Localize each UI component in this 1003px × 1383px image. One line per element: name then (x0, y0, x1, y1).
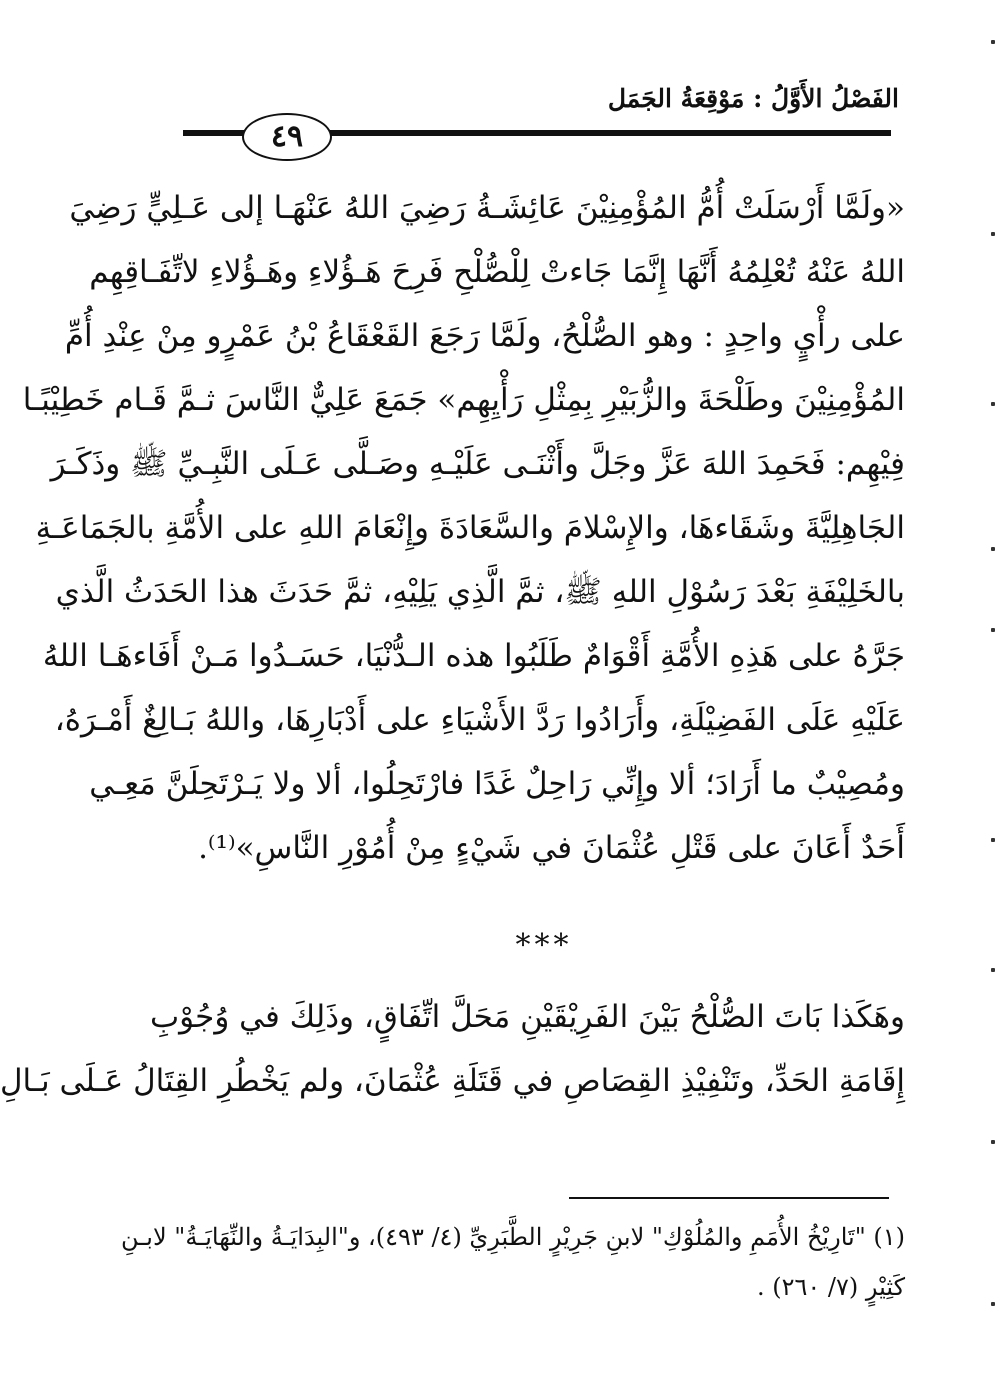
text-line: وهَكَذا بَاتَ الصُّلْحُ بَيْنَ الفَرِيْقَيْنِ مَحَلَّ اتِّفَاقٍ، وذَلِكَ في وُجُوْبِ (149, 999, 905, 1035)
margin-speck (991, 1140, 995, 1144)
footnote-rule (569, 1197, 889, 1199)
margin-speck (991, 402, 995, 406)
footnote-line: (١) "تَارِيْخُ الأُمَمِ والمُلُوْكِ" لابنِ جَرِيْرٍ الطَّبَرِيِّ (٤/ ٤٩٣)، و"البِدَايَـةُ والنِّهَايَـةُ" لابـنِ (120, 1223, 905, 1251)
text-line: جَرَّهُ على هَذِهِ الأُمَّةِ أَقْوَامٌ طَلَبُوا هذه الـدُّنْيَا، حَسَـدُوا مَـنْ أَفَاءهَـا اللهُ (42, 638, 905, 674)
margin-speck (991, 232, 995, 236)
margin-speck (991, 838, 995, 842)
running-title: الفَصْلُ الأَوَّلُ : مَوْقِعَةُ الجَمَل (607, 84, 899, 113)
page-number-badge: ٤٩ (242, 113, 332, 161)
text-line: إِقَامَةِ الحَدِّ، وتَنْفِيْذِ القِصَاصِ في قَتَلَةِ عُثْمَانَ، ولم يَخْطُرِ القِتَالُ عَـلَى بَـالِ (0, 1063, 905, 1099)
margin-speck (991, 628, 995, 632)
text-line: الجَاهِلِيَّةَ وشَقَاءهَا، والإِسْلامَ والسَّعَادَةَ وإِنْعَامَ اللهِ على الأُمَّةِ بالجَمَاعَـةِ (35, 510, 905, 546)
paragraph-1 (22, 176, 905, 880)
text-line: على رأْيٍ واحِدٍ : وهو الصُّلْحُ، ولَمَّا رَجَعَ القَعْقَاعُ بْنُ عَمْرٍو مِنْ عِنْدِ أُمِّ (64, 318, 905, 354)
footnote-line-last: كَثِيْرٍ (٧/ ٢٦٠) . (756, 1273, 905, 1301)
margin-speck (991, 1302, 995, 1306)
text-line: عَلَيْهِ عَلَى الفَضِيْلَةِ، وأَرَادُوا رَدَّ الأَشْيَاءِ على أَدْبَارِهَا، واللهُ بَـالِغٌ أَمْـرَهُ، (54, 702, 905, 738)
text-line: بالخَلِيْفَةِ بَعْدَ رَسُوْلِ اللهِ ﷺ، ثمَّ الَّذِي يَلِيْهِ، ثمَّ حَدَثَ هذا الحَدَثُ الَّذي (55, 574, 905, 610)
paragraph-2 (0, 985, 905, 1113)
footnotes (120, 1212, 905, 1312)
section-separator: *** (515, 928, 573, 963)
text-line: ومُصِيْبٌ ما أَرَادَ؛ ألا وإِنِّي رَاحِلٌ غَدًا فارْتَحِلُوا، ألا ولا يَـرْتَحِلَنَّ مَعِـي (89, 766, 905, 802)
margin-speck (991, 547, 995, 551)
text-line: «ولَمَّا أَرْسَلَتْ أُمُّ المُؤْمِنِيْنَ عَائِشَـةُ رَضِيَ اللهُ عَنْهَـا إلى عَـلِيٍّ رَضِيَ (69, 190, 905, 226)
text-line-last: أَحَدٌ أَعَانَ على قَتْلِ عُثْمَانَ في شَيْءٍ مِنْ أُمُوْرِ النَّاسِ»⁽¹⁾. (198, 830, 905, 866)
margin-speck (991, 968, 995, 972)
text-line: فِيْهِم: فَحَمِدَ اللهَ عَزَّ وجَلَّ وأَثْنَـى عَلَيْـهِ وصَـلَّى عَـلَى النَّبِـيِّ ﷺ وذَكَـرَ (50, 446, 905, 482)
margin-speck (991, 40, 995, 44)
text-line: المُؤْمِنِيْنَ وطَلْحَةَ والزُّبَيْرِ بِمِثْلِ رَأْيِهِم» جَمَعَ عَلِيٌّ النَّاسَ ثـمَّ قَـام خَطِيْبًـا (22, 382, 905, 418)
text-line: اللهُ عَنْهُ تُعْلِمُهُ أَنَّهَا إِنَّمَا جَاءتْ لِلْصُّلْحِ فَرِحَ هَـؤُلاءِ وهَـؤُلاءِ لاتِّفَـاقِهِم (89, 254, 905, 290)
